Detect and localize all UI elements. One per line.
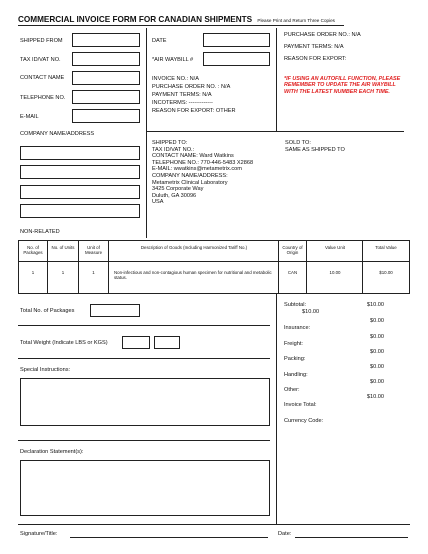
telephone-input[interactable] [72,90,140,104]
shipped-to-line: 3425 Corporate Way [152,186,204,193]
invoice-total-label: Invoice Total: [284,402,317,408]
summary-divider [276,294,277,524]
goods-col-divider [78,240,79,294]
contact-name-input[interactable] [72,71,140,85]
col-header-origin: Country of Origin [282,245,303,256]
telephone-label: TELEPHONE NO. [20,95,66,101]
subtotal-inline-value: $10.00 [302,309,320,315]
handling-label: Handling: [284,372,308,378]
company-line-3-input[interactable] [20,185,140,199]
invoice-line-2: PAYMENT TERMS: N/A [152,92,212,98]
packing-label: Packing: [284,356,306,362]
shipped-to-line: E-MAIL: wwatkins@metametrix.com [152,166,242,173]
insurance-label: Insurance: [284,325,311,331]
weight-unit-input[interactable] [154,336,180,349]
shipped-to-line: TAX ID/VAT NO.: [152,146,195,153]
autofill-warning: *IF USING AN AUTOFILL FUNCTION, PLEASE REMEMBER TO UPDATE THE AIR WAYBILL WITH THE LATEST NUMBER EACH TIME. [284,76,401,95]
date-label: DATE [152,38,167,44]
goods-table-header-rule [18,261,410,262]
shipped-from-input[interactable] [72,33,140,47]
declaration-label: Declaration Statement(s): [20,449,84,455]
cell-description: Non-infectious and non-contagious human specimen for nutritional and metabolic status. [114,270,272,281]
cell-value-unit: 10.00 [329,270,341,275]
goods-col-divider [108,240,109,294]
col-header-description: Description of Goods (Including Harmonized Tariff No.) [140,245,248,250]
signature-label: Signature/Title: [20,531,58,537]
shipped-to-line: TELEPHONE NO.: 770-446-5483 X2868 [152,159,254,166]
subtotal-label: Subtotal: [284,302,307,308]
goods-col-divider [362,240,363,294]
total-weight-input[interactable] [122,336,150,349]
section-rule [18,440,270,441]
other-value: $0.00 [370,379,384,385]
subtotal-value: $10.00 [366,302,384,308]
contact-name-label: CONTACT NAME [20,75,65,81]
air-waybill-input[interactable] [203,52,270,66]
shipped-to-line: CONTACT NAME: Ward Watkins [152,153,234,160]
col-header-value-unit: Value Unit [325,245,345,250]
currency-code-label: Currency Code: [284,418,324,424]
section-rule [18,325,270,326]
total-weight-label: Total Weight (Indicate LBS or KGS) [20,340,108,346]
email-input[interactable] [72,109,140,123]
total-packages-input[interactable] [90,304,140,317]
invoice-line-4: REASON FOR EXPORT: OTHER [152,108,236,114]
col-header-units: No. of Units [51,245,75,250]
company-line-2-input[interactable] [20,165,140,179]
cell-measure: 1 [92,270,95,275]
goods-col-divider [47,240,48,294]
sold-to-block [285,140,345,153]
tax-id-input[interactable] [72,52,140,66]
right-line-0: PURCHASE ORDER NO.: N/A [284,32,361,38]
other-label: Other: [284,387,300,393]
date-sign-label: Date: [278,531,292,537]
print-note: Please Print and Return Three Copies [257,18,335,23]
cell-total-value: $10.00 [379,270,393,275]
tax-id-label: TAX ID/VAT NO. [20,57,61,63]
shipped-to-line: SHIPPED TO: [152,140,188,146]
date-sign-line[interactable] [295,537,408,538]
insurance-value: $0.00 [370,318,384,324]
sold-to-line: SOLD TO: [285,140,311,146]
shipped-to-block [152,140,280,206]
header-rule [18,25,344,26]
company-label: COMPANY NAME/ADDRESS [20,131,95,137]
cell-origin: CAN [287,270,298,275]
shipped-from-label: SHIPPED FROM [20,38,63,44]
col-header-packages: No. of Packages [23,245,43,256]
non-related-label: NON-RELATED [20,229,60,235]
declaration-input[interactable] [20,460,270,516]
invoice-total-value: $10.00 [366,394,384,400]
special-instructions-label: Special Instructions: [20,367,71,373]
cell-packages: 1 [31,270,35,275]
section-rule [18,524,410,525]
invoice-line-1: PURCHASE ORDER NO. : N/A [152,84,231,90]
column-divider-left [146,28,147,238]
col-header-total-value: Total Value [375,245,397,250]
sold-to-line: SAME AS SHIPPED TO [285,146,345,153]
form-title-text: COMMERCIAL INVOICE FORM FOR CANADIAN SHIPMENTS [18,15,253,24]
signature-line[interactable] [70,537,268,538]
special-instructions-input[interactable] [20,378,270,426]
invoice-line-0: INVOICE NO.: N/A [152,76,199,82]
form-title [18,15,335,24]
handling-value: $0.00 [370,364,384,370]
email-label: E-MAIL [20,114,39,120]
shipped-to-line: COMPANY NAME/ADDRESS: [152,172,228,179]
company-line-1-input[interactable] [20,146,140,160]
freight-label: Freight: [284,341,303,347]
section-rule-mid [146,131,404,132]
shipped-to-line: USA [152,199,164,206]
date-input[interactable] [203,33,270,47]
air-waybill-label: *AIR WAYBILL # [152,57,194,63]
freight-value: $0.00 [370,334,384,340]
company-line-4-input[interactable] [20,204,140,218]
shipped-to-line: Metametrix Clinical Laboratory [152,179,228,186]
col-header-measure: Unit of Measure [84,245,103,256]
right-line-2: REASON FOR EXPORT: [284,56,347,62]
packing-value: $0.00 [370,349,384,355]
cell-units: 1 [61,270,65,275]
section-rule [18,358,270,359]
total-packages-label: Total No. of Packages [20,308,75,314]
shipped-to-line: Duluth, GA 30096 [152,192,197,199]
column-divider-right [276,28,277,131]
goods-col-divider [278,240,279,294]
goods-col-divider [306,240,307,294]
invoice-line-3: INCOTERMS: ------------- [152,100,213,106]
right-line-1: PAYMENT TERMS: N/A [284,44,344,50]
